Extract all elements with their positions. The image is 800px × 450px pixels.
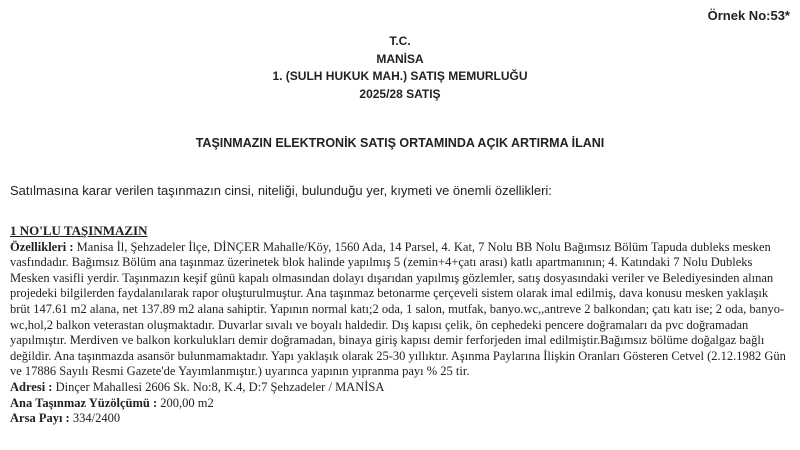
area-value: 200,00 m2 xyxy=(160,395,214,410)
property-share xyxy=(10,411,790,427)
property-features xyxy=(10,240,790,380)
property-title: 1 NO'LU TAŞINMAZIN xyxy=(10,223,148,238)
features-label: Özellikleri : xyxy=(10,239,74,254)
features-text: Manisa İl, Şehzadeler İlçe, DİNÇER Mahalle/Köy, 1560 Ada, 14 Parsel, 4. Kat, 7 Nolu BB Nolu Bağımsız Bölüm Tapuda dubleks mesken vasfındadır. Bağımsız Bölüm ana taşınmaz üzerinetek blok halinde yapılmış 5 (zemin+4+çatı arası) katlı apartmanının; 4. Katındaki 7 Nolu Dubleks Mesken vasifli yerdir. Taşınmazın keşif günü kapalı olmasından dolayı dışarıdan yapılmış gözlemler, satış dosyasındaki veriler ve Belediyesinden alınan projedeki bilgilerden faydalanılarak rapor oluşturulmuştur. Ana taşınmaz betonarme çerçeveli sistem olarak imal edilmiş, dava konusu mesken yaklaşık brüt 147.61 m2 alana, net 137.89 m2 alana sahiptir. Yapının normal katı;2 oda, 1 salon, mutfak, banyo.wc,,antreve 2 balkondan; çatı katı ise; 2 oda, banyo-wc,hol,2 balkon veterastan oluşmaktadır. Duvarlar sıvalı ve boyalı haldedir. Dış kapısı çelik, ön cephedeki pencere doğramaları da pvc doğramadan yapılmıştır. Merdiven ve balkon korkulukları demir doğramadan, binaya giriş kapısı demir ferforjeden imal edilmiştir.Bağımsız bölüme doğalgaz bağlı değildir. Ana taşınmazda asansör bulunmamaktadır. Yapı yaklaşık olarak 25-30 yıllıktır. Aşınma Paylarına İlişkin Oranları Gösteren Cetvel (2.12.1982 Gün ve 17886 Sayılı Resmi Gazete'de Yayımlanmıştır.) uyarınca yapının yıpranma payı % 25 tir. xyxy=(10,239,786,379)
header-line-case: 2025/28 SATIŞ xyxy=(359,86,441,101)
sample-number: Örnek No:53* xyxy=(707,8,790,23)
header-line-city: MANİSA xyxy=(376,51,424,66)
property-section xyxy=(10,223,790,427)
address-label: Adresi : xyxy=(10,379,53,394)
document-header xyxy=(0,33,800,103)
intro-text: Satılmasına karar verilen taşınmazın cinsi, niteliği, bulunduğu yer, kıymeti ve önemli özellikleri: xyxy=(10,183,552,198)
property-area xyxy=(10,396,790,412)
address-value: Dinçer Mahallesi 2606 Sk. No:8, K.4, D:7 Şehzadeler / MANİSA xyxy=(55,379,385,394)
listing-title: TAŞINMAZIN ELEKTRONİK SATIŞ ORTAMINDA AÇIK ARTIRMA İLANI xyxy=(195,136,605,150)
header-line-tc: T.C. xyxy=(389,34,411,48)
share-label: Arsa Payı : xyxy=(10,411,70,426)
property-address xyxy=(10,380,790,396)
area-label: Ana Taşınmaz Yüzölçümü : xyxy=(10,395,158,410)
share-value: 334/2400 xyxy=(72,411,121,426)
header-line-office: 1. (SULH HUKUK MAH.) SATIŞ MEMURLUĞU xyxy=(272,69,528,83)
